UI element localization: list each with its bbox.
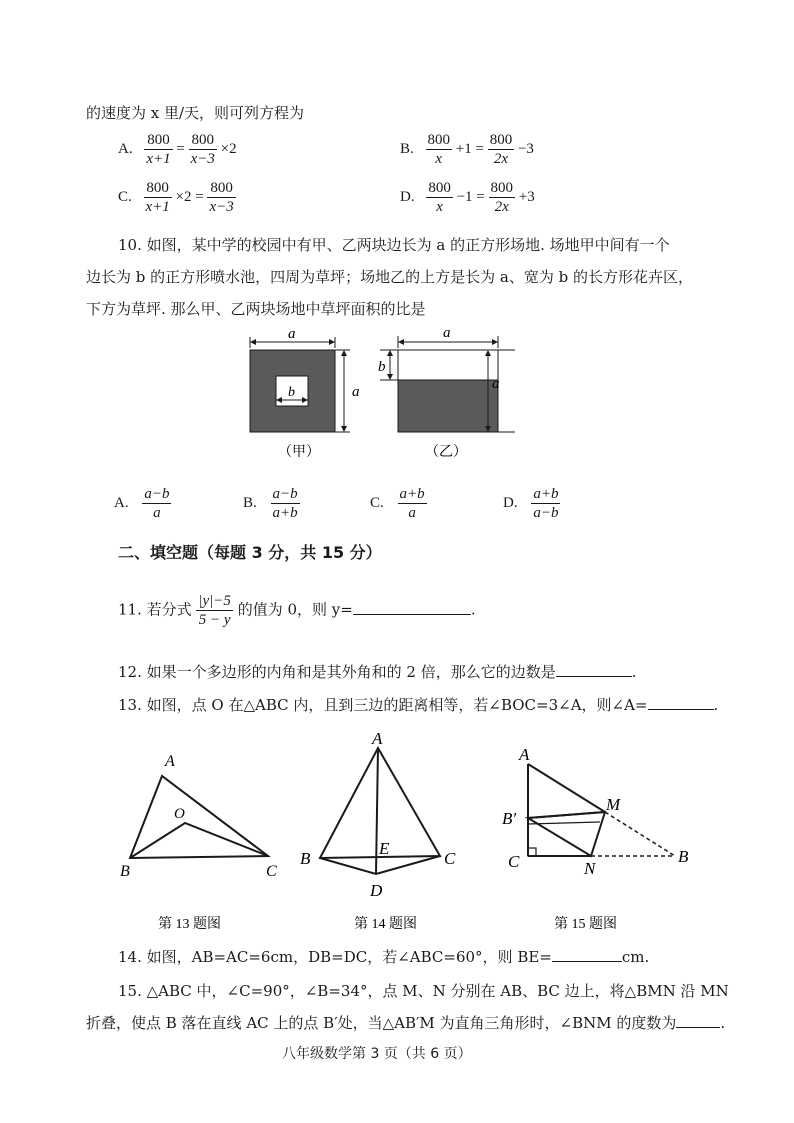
label-a: A <box>372 729 383 748</box>
figure-15 <box>502 745 689 932</box>
jia-label-a-top: a <box>288 326 296 342</box>
fraction <box>144 131 172 168</box>
q14-unit: cm. <box>621 948 650 966</box>
denominator: x+1 <box>145 199 170 215</box>
q10-option-d <box>503 485 560 522</box>
q9-option-b <box>400 131 534 168</box>
numerator: 800 <box>490 180 514 196</box>
fig13-caption: 第 13 题图 <box>158 917 221 932</box>
option-letter: B. <box>400 140 414 157</box>
denominator: x−3 <box>190 151 215 167</box>
q11-end: . <box>470 600 476 619</box>
numerator: 800 <box>144 179 172 198</box>
triangle-bprime-mn <box>528 812 605 856</box>
q11-prefix: 11. 若分式 <box>118 600 192 619</box>
label-e: E <box>379 839 390 858</box>
numerator: 800 <box>428 180 451 196</box>
denominator: 5 − y <box>198 612 231 628</box>
label-b: B <box>300 849 311 868</box>
right-angle-mark <box>528 848 536 856</box>
label-c: C <box>266 863 277 880</box>
q13-end: . <box>713 696 719 714</box>
q11-suffix: 的值为 0，则 y= <box>237 600 353 619</box>
numerator: a+b <box>399 486 425 502</box>
fraction <box>398 485 427 522</box>
label-a: A <box>519 745 530 764</box>
q10-figure <box>230 320 530 465</box>
section-title: 二、填空题（每题 3 分，共 15 分） <box>118 543 382 562</box>
numerator: a+b <box>533 486 559 502</box>
page-footer: 八年级数学第 3 页（共 6 页） <box>282 1046 472 1062</box>
line-mb-dashed <box>605 812 675 856</box>
q13-text: 13. 如图，点 O 在△ABC 内，且到三边的距离相等，若∠BOC=3∠A，则∠A= <box>118 696 648 714</box>
fraction <box>196 592 233 629</box>
q10-option-c <box>370 485 427 522</box>
fraction <box>142 485 171 522</box>
operator: −1 = <box>456 188 485 205</box>
option-letter: C. <box>370 494 384 511</box>
numerator: 800 <box>427 132 451 148</box>
denominator: 2x <box>493 151 509 167</box>
operator: +1 = <box>455 140 484 157</box>
option-letter: B. <box>243 494 257 511</box>
denominator: a+b <box>272 505 298 521</box>
q15-end: . <box>720 1014 726 1032</box>
q12-end: . <box>631 663 637 681</box>
operator: +3 <box>518 188 535 205</box>
numerator: |y|−5 <box>198 593 231 609</box>
q14-text: 14. 如图，AB=AC=6cm，DB=DC，若∠ABC=60°，则 BE= <box>118 948 552 966</box>
operator: ×2 = <box>175 188 204 205</box>
label-m: M <box>606 795 621 814</box>
label-b: B <box>120 863 130 880</box>
yi-caption: （乙） <box>425 445 467 460</box>
answer-blank[interactable] <box>353 598 471 615</box>
yi-lawn <box>398 380 498 432</box>
q9-tail-text: 的速度为 x 里/天，则可列方程为 <box>86 104 305 122</box>
fraction <box>531 485 560 522</box>
fraction <box>489 179 516 216</box>
jia-label-a-side: a <box>352 384 360 400</box>
q11 <box>118 592 476 629</box>
fraction <box>426 179 453 216</box>
q14 <box>118 945 649 969</box>
answer-blank[interactable] <box>676 1011 720 1028</box>
q10-line2: 边长为 b 的正方形喷水池，四周为草坪；场地乙的上方是长为 a、宽为 b 的长方形花卉区， <box>86 268 693 286</box>
numerator: 800 <box>489 132 513 148</box>
q10-line3: 下方为草坪. 那么甲、乙两块场地中草坪面积的比是 <box>86 300 426 318</box>
denominator: x <box>435 151 443 167</box>
figure-14 <box>300 729 456 932</box>
fig15-caption: 第 15 题图 <box>554 917 617 932</box>
label-o: O <box>174 806 185 822</box>
denominator: x+1 <box>146 151 171 167</box>
fig14-caption: 第 14 题图 <box>354 917 417 932</box>
q13 <box>118 693 718 717</box>
numerator: 800 <box>144 131 172 150</box>
operator: = <box>176 140 185 157</box>
q12 <box>118 660 637 684</box>
label-c: C <box>444 849 456 868</box>
line-am <box>528 764 605 812</box>
label-b: B <box>678 847 689 866</box>
numerator: 800 <box>189 131 217 150</box>
line-ad <box>376 748 378 874</box>
denominator: 2x <box>494 199 509 215</box>
answer-blank[interactable] <box>648 693 714 710</box>
yi-label-b: b <box>378 359 386 375</box>
q15-line2: 折叠，使点 B 落在直线 AC 上的点 B′处，当△AB′M 为直角三角形时，∠BNM 的度数为 <box>86 1014 677 1032</box>
q9-option-a <box>118 131 237 168</box>
jia-caption: （甲） <box>278 445 320 460</box>
yi-flower-area <box>398 350 498 380</box>
line-bprime-n-inner <box>528 822 600 824</box>
label-a: A <box>165 753 175 770</box>
figures-row <box>110 728 710 940</box>
yi-label-a-side: a <box>492 376 500 392</box>
label-n: N <box>584 859 596 878</box>
fraction <box>488 131 515 168</box>
denominator: a <box>153 505 161 521</box>
q10-line1: 10. 如图，某中学的校园中有甲、乙两块边长为 a 的正方形场地. 场地甲中间有一个 <box>118 236 670 254</box>
q9-option-c <box>118 179 236 216</box>
option-letter: D. <box>400 188 415 205</box>
numerator: a−b <box>144 486 170 502</box>
option-letter: A. <box>118 140 133 157</box>
option-letter: C. <box>118 188 132 205</box>
fraction <box>271 485 300 522</box>
denominator: a <box>408 505 416 521</box>
label-bprime: B′ <box>502 809 517 828</box>
denominator: x−3 <box>209 199 234 215</box>
line-bprime-m <box>528 812 605 818</box>
q10-option-a <box>114 485 171 522</box>
fraction <box>189 131 217 168</box>
answer-blank[interactable] <box>552 945 622 962</box>
fraction <box>426 131 453 168</box>
fraction <box>144 179 172 216</box>
operator: −3 <box>517 140 534 157</box>
q12-text: 12. 如果一个多边形的内角和是其外角和的 2 倍，那么它的边数是 <box>118 663 556 681</box>
figure-13 <box>120 753 277 932</box>
denominator: x <box>436 199 443 215</box>
label-d: D <box>370 881 383 900</box>
q10-option-b <box>243 485 300 522</box>
option-letter: D. <box>503 494 518 511</box>
q15-line1: 15. △ABC 中，∠C=90°，∠B=34°，点 M、N 分别在 AB、BC 边上，将△BMN 沿 MN <box>118 982 729 1000</box>
label-c: C <box>508 852 520 871</box>
jia-label-b: b <box>288 385 295 400</box>
operator: ×2 <box>220 140 237 157</box>
fraction <box>207 179 235 216</box>
yi-label-a-top: a <box>443 325 451 341</box>
q9-option-d <box>400 179 535 216</box>
denominator: a−b <box>533 505 559 521</box>
numerator: 800 <box>207 179 235 198</box>
answer-blank[interactable] <box>556 660 632 677</box>
numerator: a−b <box>272 486 298 502</box>
q15-line2-wrap <box>86 1011 725 1035</box>
option-letter: A. <box>114 494 129 511</box>
